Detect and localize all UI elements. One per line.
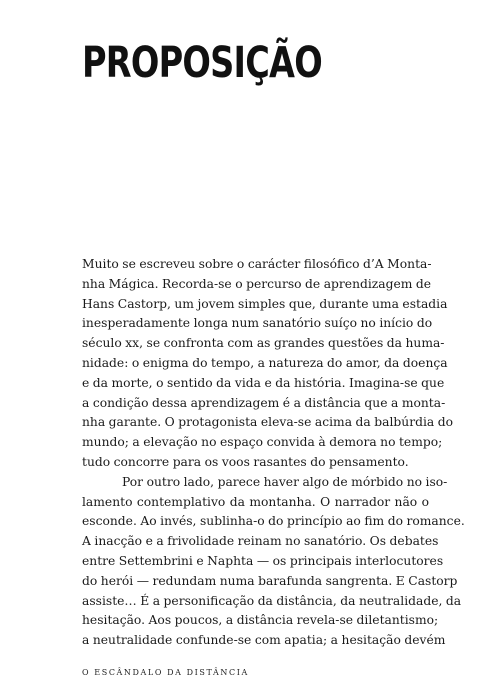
text-line: nha garante. O protagonista eleva-se acima da balbúrdia do — [82, 415, 453, 430]
text-line: século xx, se confronta com as grandes questões da huma- — [82, 336, 445, 351]
text-line: inesperadamente longa num sanatório suíço no início do — [82, 316, 433, 331]
page-title: PROPOSIÇÃO — [82, 38, 322, 88]
text-line: lamento contemplativo da montanha. O narrador não o — [82, 494, 429, 509]
text-line: a neutralidade confunde-se com apatia; a hesitação devém — [82, 633, 446, 648]
text-line: tudo concorre para os voos rasantes do pensamento. — [82, 454, 409, 469]
body-text — [82, 255, 465, 651]
text-line: do herói — redundam numa barafunda sangrenta. E Castorp — [82, 573, 458, 588]
text-line: nidade: o enigma do tempo, a natureza do amor, da doença — [82, 355, 448, 370]
text-line: hesitação. Aos poucos, a distância revela-se diletantismo; — [82, 613, 439, 628]
text-line: a condição dessa aprendizagem é a distância que a monta- — [82, 395, 446, 410]
text-line: Por outro lado, parece haver algo de mórbido no iso- — [122, 474, 448, 489]
text-line: esconde. Ao invés, sublinha-o do princípio ao fim do romance. — [82, 514, 465, 529]
text-line: A inacção e a frivolidade reinam no sanatório. Os debates — [82, 534, 439, 549]
text-line: nha Mágica. Recorda-se o percurso de aprendizagem de — [82, 276, 432, 291]
text-line: assiste… É a personificação da distância, da neutralidade, da — [82, 593, 462, 608]
running-footer: O ESCÂNDALO DA DISTÂNCIA — [82, 668, 249, 677]
text-line: entre Settembrini e Naphta — os principais interlocutores — [82, 553, 444, 568]
text-line: Muito se escreveu sobre o carácter filosófico d’A Monta- — [82, 257, 432, 271]
text-line: Hans Castorp, um jovem simples que, durante uma estadia — [82, 296, 448, 311]
text-line: mundo; a elevação no espaço convida à demora no tempo; — [82, 435, 443, 450]
text-line: e da morte, o sentido da vida e da história. Imagina-se que — [82, 375, 445, 390]
